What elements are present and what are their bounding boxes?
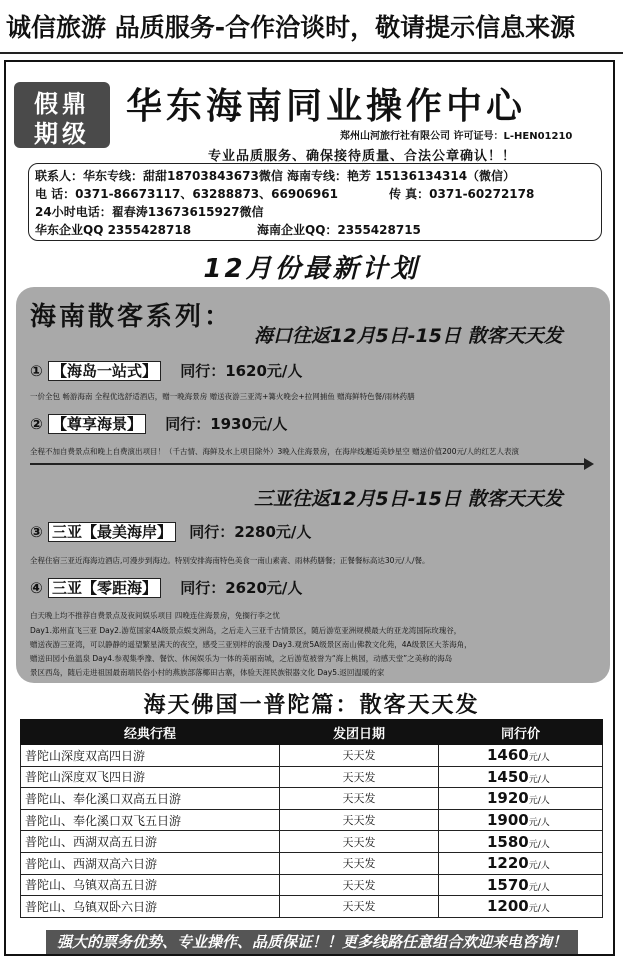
date-cell: 天天发 [280, 788, 439, 810]
item-2-price: 同行：1930元/人 [165, 415, 288, 433]
item-1 [30, 360, 302, 381]
item-1-desc: 一价全包 畅游海南 全程优选舒适酒店，赠一晚海景房 赠送夜游三亚湾+篝火晚会+拉网捕鱼 赠海鲜特色餐/雨林药膳 [30, 392, 415, 401]
table-row [21, 896, 603, 918]
table-row [21, 831, 603, 853]
price-value: 1570 [487, 875, 529, 894]
price-cell [439, 809, 603, 831]
route-cell: 普陀山、奉化溪口双飞五日游 [21, 809, 280, 831]
putuo-table [20, 719, 603, 918]
contact-24h: 24小时电话：翟春涛13673615927微信 [35, 205, 264, 219]
price-cell [439, 788, 603, 810]
price-unit: 元/人 [528, 904, 550, 915]
route-cell: 普陀山、奉化溪口双高五日游 [21, 788, 280, 810]
route-cell: 普陀山深度双高四日游 [21, 745, 280, 767]
price-cell [439, 874, 603, 896]
price-value: 1220 [487, 854, 529, 873]
price-value: 1900 [487, 811, 529, 830]
route-cell: 普陀山、乌镇双高五日游 [21, 874, 280, 896]
putuo-title: 海天佛国一普陀篇：散客天天发 [143, 693, 480, 718]
date-cell: 天天发 [280, 809, 439, 831]
contact-line-1: 联系人：华东专线：甜甜18703843673微信 海南专线：艳芳 15136134314（微信） [35, 169, 516, 183]
price-unit: 元/人 [528, 861, 550, 872]
price-cell [439, 766, 603, 788]
route-cell: 普陀山、西湖双高五日游 [21, 831, 280, 853]
table-header-row [21, 720, 603, 745]
item-4-desc-5: 景区西岛，随后走进祖国最南端民俗小村的燕族部落椰田古寨，体验天涯民族银器文化 Day5.返回温暖的家 [30, 668, 385, 677]
table-row [21, 874, 603, 896]
price-unit: 元/人 [528, 753, 550, 764]
table-row [21, 745, 603, 767]
contact-qq-hainan: 海南企业QQ：2355428715 [257, 223, 421, 237]
table-row [21, 788, 603, 810]
price-unit: 元/人 [528, 796, 550, 807]
contact-box [28, 163, 602, 241]
page-title: 华东海南同业操作中心 [126, 85, 527, 127]
date-cell: 天天发 [280, 831, 439, 853]
item-3-num: ③ [30, 523, 43, 541]
footer-text: 强大的票务优势、专业操作、品质保证！！更多线路任意组合欢迎来电咨询！ [56, 933, 567, 951]
item-4-num: ④ [30, 579, 43, 597]
item-4-price: 同行：2620元/人 [180, 579, 303, 597]
haikou-header: 海口往返12月5日-15日 散客天天发 [254, 325, 563, 347]
divider-arrow-line [30, 463, 586, 465]
price-value: 1450 [487, 767, 529, 786]
price-cell [439, 852, 603, 874]
hainan-title: 海南散客系列： [30, 302, 234, 332]
date-cell: 天天发 [280, 852, 439, 874]
date-cell: 天天发 [280, 874, 439, 896]
sanya-header: 三亚往返12月5日-15日 散客天天发 [254, 488, 563, 510]
route-cell: 普陀山深度双飞四日游 [21, 766, 280, 788]
item-2-num: ② [30, 415, 43, 433]
price-cell [439, 745, 603, 767]
item-3-tag: 三亚【最美海岸】 [48, 522, 176, 542]
badge-line-2: 期级 [34, 119, 90, 148]
date-cell: 天天发 [280, 896, 439, 918]
contact-fax: 传 真：0371-60272178 [389, 187, 535, 201]
item-4-desc-4: 赠送田园小鱼温泉 Day4.参观集季豫、餐饮、休闲娱乐为一体的美丽南城，之后游览被誉为“海上桃园，动感天堂”之美称的海岛 [30, 654, 453, 663]
item-3-desc: 全程住宿三亚近海海边酒店,可漫步到海边。特别安排海南特色美食一南山素斋、雨林药膳餐；正餐餐标高达30元/人/餐。 [30, 556, 430, 565]
item-1-tag: 【海岛一站式】 [48, 361, 161, 381]
table-row [21, 852, 603, 874]
price-value: 1200 [487, 897, 529, 916]
item-3 [30, 521, 311, 542]
banner-text: 诚信旅游 品质服务-合作洽谈时，敬请提示信息来源 [6, 13, 576, 42]
price-cell [439, 896, 603, 918]
price-unit: 元/人 [528, 818, 550, 829]
price-cell [439, 831, 603, 853]
route-cell: 普陀山、乌镇双卧六日游 [21, 896, 280, 918]
item-2 [30, 413, 287, 434]
company-license: 郑州山河旅行社有限公司 许可证号：L-HEN01210 [340, 131, 573, 142]
contact-phone: 电 话：0371-86673117、63288873、66906961 [35, 187, 338, 201]
col-price: 同行价 [439, 720, 603, 745]
price-value: 1920 [487, 789, 529, 808]
item-1-num: ① [30, 362, 43, 380]
arrow-head-icon [584, 458, 594, 470]
item-2-desc: 全程不加自费景点和晚上自费演出项目！（千古情、海鲜及水上项目除外）3晚入住海景房，在海岸线邂逅美妙星空 赠送价值200元/人的红艺人表演 [30, 447, 519, 456]
slogan: 专业品质服务、确保接待质量、合法公章确认！！ [208, 149, 517, 164]
date-cell: 天天发 [280, 745, 439, 767]
price-value: 1580 [487, 832, 529, 851]
item-4 [30, 577, 302, 598]
brand-badge [14, 82, 110, 148]
item-4-tag: 三亚【零距海】 [48, 578, 161, 598]
item-2-tag: 【尊享海景】 [48, 414, 146, 434]
item-4-desc-2: Day1.郑州直飞三亚 Day2.游览国家4A级景点蜈支洲岛，之后走入三亚千古情景区，随后游览亚洲规模最大的亚龙湾国际玫瑰谷， [30, 626, 462, 635]
badge-line-1: 假鼎 [34, 89, 90, 118]
route-cell: 普陀山、西湖双高六日游 [21, 852, 280, 874]
item-1-price: 同行：1620元/人 [180, 362, 303, 380]
date-cell: 天天发 [280, 766, 439, 788]
price-unit: 元/人 [528, 839, 550, 850]
item-3-price: 同行：2280元/人 [189, 523, 312, 541]
item-4-desc-3: 赠送夜游三亚湾，可以静静的遥望繁星满天的夜空，感受三亚别样的浪漫 Day3.观赏5A级景区南山佛教文化苑，4A级景区大茶海角， [30, 640, 472, 649]
table-row [21, 809, 603, 831]
contact-qq-huadong: 华东企业QQ 2355428718 [35, 223, 192, 237]
col-date: 发团日期 [280, 720, 439, 745]
price-unit: 元/人 [528, 882, 550, 893]
col-route: 经典行程 [21, 720, 280, 745]
price-unit: 元/人 [528, 774, 550, 785]
item-4-desc-1: 白天晚上均不推荐自费景点及夜间娱乐项目 四晚连住海景房，免搁行李之忧 [30, 611, 280, 620]
table-row [21, 766, 603, 788]
plan-title: 12月份最新计划 [203, 254, 420, 284]
price-value: 1460 [487, 746, 529, 765]
